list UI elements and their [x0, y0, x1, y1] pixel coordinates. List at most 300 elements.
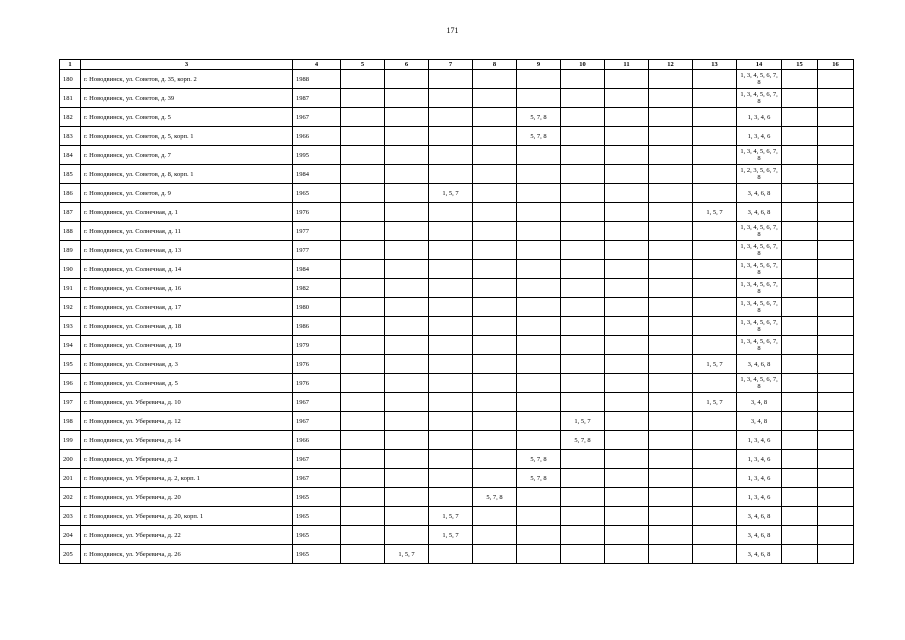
row-number: 192	[60, 298, 81, 317]
col14-cell: 1, 3, 4, 6	[737, 450, 782, 469]
col13-cell	[693, 70, 737, 89]
col6-cell	[385, 450, 429, 469]
col5-cell	[341, 203, 385, 222]
col16-cell	[818, 165, 854, 184]
address-cell: г. Новодвинск, ул. Уберевича, д. 14	[81, 431, 293, 450]
col7-cell	[429, 165, 473, 184]
col11-cell	[605, 184, 649, 203]
col8-cell	[473, 507, 517, 526]
year-cell: 1995	[293, 146, 341, 165]
table-row	[60, 355, 854, 374]
col12-cell	[649, 393, 693, 412]
col9-cell: 5, 7, 8	[517, 469, 561, 488]
table-row	[60, 222, 854, 241]
row-number: 180	[60, 70, 81, 89]
year-cell: 1965	[293, 507, 341, 526]
col8-cell	[473, 355, 517, 374]
col10-cell	[561, 526, 605, 545]
col16-cell	[818, 469, 854, 488]
col5-cell	[341, 184, 385, 203]
year-cell: 1976	[293, 355, 341, 374]
address-cell: г. Новодвинск, ул. Советов, д. 7	[81, 146, 293, 165]
col15-cell	[782, 241, 818, 260]
col12-cell	[649, 146, 693, 165]
col15-cell	[782, 222, 818, 241]
col12-cell	[649, 412, 693, 431]
col9-cell	[517, 545, 561, 564]
col13-cell: 1, 5, 7	[693, 355, 737, 374]
col14-cell: 1, 3, 4, 5, 6, 7, 8	[737, 374, 782, 393]
col8-cell	[473, 279, 517, 298]
col10-cell	[561, 108, 605, 127]
col14-cell: 3, 4, 6, 8	[737, 203, 782, 222]
address-cell: г. Новодвинск, ул. Солнечная, д. 19	[81, 336, 293, 355]
table-row	[60, 165, 854, 184]
col7-cell	[429, 374, 473, 393]
col14-cell: 1, 3, 4, 5, 6, 7, 8	[737, 260, 782, 279]
col11-cell	[605, 279, 649, 298]
col15-cell	[782, 260, 818, 279]
col14-cell: 1, 3, 4, 5, 6, 7, 8	[737, 336, 782, 355]
col12-cell	[649, 545, 693, 564]
col12-cell	[649, 222, 693, 241]
col7-cell	[429, 222, 473, 241]
col13-cell	[693, 127, 737, 146]
col9-cell	[517, 393, 561, 412]
address-cell: г. Новодвинск, ул. Солнечная, д. 17	[81, 298, 293, 317]
col7-cell	[429, 488, 473, 507]
col12-cell	[649, 526, 693, 545]
col6-cell	[385, 488, 429, 507]
column-header-3: 3	[81, 60, 293, 70]
col15-cell	[782, 469, 818, 488]
table-header	[60, 60, 854, 70]
col13-cell	[693, 526, 737, 545]
table-row	[60, 203, 854, 222]
row-number: 196	[60, 374, 81, 393]
col8-cell	[473, 70, 517, 89]
col10-cell	[561, 469, 605, 488]
col11-cell	[605, 108, 649, 127]
table-row	[60, 526, 854, 545]
col5-cell	[341, 279, 385, 298]
col11-cell	[605, 222, 649, 241]
col6-cell	[385, 526, 429, 545]
col6-cell	[385, 336, 429, 355]
col10-cell	[561, 146, 605, 165]
table-row	[60, 336, 854, 355]
year-cell: 1984	[293, 165, 341, 184]
col13-cell	[693, 222, 737, 241]
col5-cell	[341, 222, 385, 241]
row-number: 185	[60, 165, 81, 184]
col13-cell	[693, 89, 737, 108]
col16-cell	[818, 374, 854, 393]
col6-cell	[385, 184, 429, 203]
row-number: 187	[60, 203, 81, 222]
col15-cell	[782, 298, 818, 317]
col9-cell	[517, 222, 561, 241]
col9-cell	[517, 203, 561, 222]
col6-cell	[385, 165, 429, 184]
col14-cell: 1, 3, 4, 5, 6, 7, 8	[737, 317, 782, 336]
row-number: 194	[60, 336, 81, 355]
column-header-5: 5	[341, 60, 385, 70]
col12-cell	[649, 450, 693, 469]
table-row	[60, 184, 854, 203]
col5-cell	[341, 317, 385, 336]
col12-cell	[649, 165, 693, 184]
col15-cell	[782, 450, 818, 469]
col14-cell: 1, 3, 4, 5, 6, 7, 8	[737, 70, 782, 89]
col5-cell	[341, 127, 385, 146]
col5-cell	[341, 507, 385, 526]
col8-cell	[473, 146, 517, 165]
col6-cell	[385, 146, 429, 165]
table-row	[60, 70, 854, 89]
column-header-8: 8	[473, 60, 517, 70]
col6-cell	[385, 374, 429, 393]
col11-cell	[605, 241, 649, 260]
col15-cell	[782, 488, 818, 507]
col9-cell	[517, 336, 561, 355]
col8-cell	[473, 431, 517, 450]
col13-cell	[693, 146, 737, 165]
col5-cell	[341, 108, 385, 127]
col15-cell	[782, 374, 818, 393]
col16-cell	[818, 507, 854, 526]
column-header-4: 4	[293, 60, 341, 70]
col13-cell	[693, 317, 737, 336]
col7-cell	[429, 412, 473, 431]
col8-cell	[473, 165, 517, 184]
col11-cell	[605, 317, 649, 336]
col12-cell	[649, 507, 693, 526]
year-cell: 1979	[293, 336, 341, 355]
col16-cell	[818, 184, 854, 203]
col12-cell	[649, 203, 693, 222]
col13-cell: 1, 5, 7	[693, 203, 737, 222]
col8-cell	[473, 469, 517, 488]
col6-cell	[385, 469, 429, 488]
col16-cell	[818, 450, 854, 469]
col12-cell	[649, 469, 693, 488]
col14-cell: 1, 3, 4, 6	[737, 469, 782, 488]
col14-cell: 1, 2, 3, 5, 6, 7, 8	[737, 165, 782, 184]
col6-cell	[385, 507, 429, 526]
col6-cell: 1, 5, 7	[385, 545, 429, 564]
col10-cell	[561, 317, 605, 336]
col14-cell: 3, 4, 6, 8	[737, 507, 782, 526]
col8-cell	[473, 108, 517, 127]
row-number: 193	[60, 317, 81, 336]
col16-cell	[818, 146, 854, 165]
col6-cell	[385, 355, 429, 374]
year-cell: 1976	[293, 374, 341, 393]
col8-cell	[473, 222, 517, 241]
table-row	[60, 108, 854, 127]
col10-cell	[561, 203, 605, 222]
col16-cell	[818, 260, 854, 279]
col15-cell	[782, 545, 818, 564]
col14-cell: 1, 3, 4, 5, 6, 7, 8	[737, 241, 782, 260]
col7-cell: 1, 5, 7	[429, 184, 473, 203]
col16-cell	[818, 431, 854, 450]
col9-cell	[517, 526, 561, 545]
col5-cell	[341, 488, 385, 507]
address-cell: г. Новодвинск, ул. Солнечная, д. 13	[81, 241, 293, 260]
address-cell: г. Новодвинск, ул. Уберевича, д. 22	[81, 526, 293, 545]
year-cell: 1987	[293, 89, 341, 108]
col6-cell	[385, 70, 429, 89]
table-row	[60, 127, 854, 146]
col11-cell	[605, 545, 649, 564]
col15-cell	[782, 70, 818, 89]
col13-cell	[693, 450, 737, 469]
col14-cell: 3, 4, 8	[737, 412, 782, 431]
col16-cell	[818, 412, 854, 431]
column-header-6: 6	[385, 60, 429, 70]
col10-cell	[561, 374, 605, 393]
col14-cell: 1, 3, 4, 5, 6, 7, 8	[737, 146, 782, 165]
col7-cell	[429, 469, 473, 488]
col12-cell	[649, 279, 693, 298]
col15-cell	[782, 507, 818, 526]
address-cell: г. Новодвинск, ул. Советов, д. 8, корп. 1	[81, 165, 293, 184]
col16-cell	[818, 127, 854, 146]
row-number: 205	[60, 545, 81, 564]
col10-cell	[561, 298, 605, 317]
col12-cell	[649, 298, 693, 317]
col11-cell	[605, 298, 649, 317]
column-header-11: 11	[605, 60, 649, 70]
col16-cell	[818, 488, 854, 507]
row-number: 190	[60, 260, 81, 279]
col16-cell	[818, 241, 854, 260]
address-cell: г. Новодвинск, ул. Уберевича, д. 2	[81, 450, 293, 469]
col14-cell: 1, 3, 4, 6	[737, 431, 782, 450]
table-row	[60, 450, 854, 469]
col9-cell	[517, 412, 561, 431]
col16-cell	[818, 222, 854, 241]
col16-cell	[818, 203, 854, 222]
col7-cell	[429, 89, 473, 108]
col5-cell	[341, 355, 385, 374]
table-row	[60, 241, 854, 260]
col10-cell	[561, 355, 605, 374]
address-cell: г. Новодвинск, ул. Уберевича, д. 20, корп. 1	[81, 507, 293, 526]
address-cell: г. Новодвинск, ул. Советов, д. 9	[81, 184, 293, 203]
col13-cell	[693, 374, 737, 393]
col9-cell	[517, 184, 561, 203]
col5-cell	[341, 545, 385, 564]
col16-cell	[818, 355, 854, 374]
col14-cell: 3, 4, 6, 8	[737, 526, 782, 545]
col8-cell	[473, 526, 517, 545]
col9-cell: 5, 7, 8	[517, 127, 561, 146]
col10-cell	[561, 450, 605, 469]
col12-cell	[649, 241, 693, 260]
col6-cell	[385, 241, 429, 260]
col6-cell	[385, 431, 429, 450]
col11-cell	[605, 165, 649, 184]
year-cell: 1967	[293, 469, 341, 488]
col6-cell	[385, 222, 429, 241]
col8-cell	[473, 260, 517, 279]
address-cell: г. Новодвинск, ул. Уберевича, д. 10	[81, 393, 293, 412]
address-cell: г. Новодвинск, ул. Солнечная, д. 18	[81, 317, 293, 336]
col14-cell: 1, 3, 4, 6	[737, 127, 782, 146]
col7-cell	[429, 336, 473, 355]
address-cell: г. Новодвинск, ул. Советов, д. 35, корп. 2	[81, 70, 293, 89]
col11-cell	[605, 374, 649, 393]
col8-cell	[473, 317, 517, 336]
table-body	[60, 70, 854, 564]
table-row	[60, 412, 854, 431]
col10-cell	[561, 241, 605, 260]
col12-cell	[649, 70, 693, 89]
col15-cell	[782, 203, 818, 222]
col16-cell	[818, 393, 854, 412]
row-number: 195	[60, 355, 81, 374]
col8-cell	[473, 450, 517, 469]
col6-cell	[385, 412, 429, 431]
col12-cell	[649, 184, 693, 203]
row-number: 201	[60, 469, 81, 488]
address-cell: г. Новодвинск, ул. Уберевича, д. 26	[81, 545, 293, 564]
housing-register-table	[59, 59, 854, 564]
col11-cell	[605, 393, 649, 412]
row-number: 202	[60, 488, 81, 507]
address-cell: г. Новодвинск, ул. Уберевича, д. 12	[81, 412, 293, 431]
row-number: 189	[60, 241, 81, 260]
row-number: 182	[60, 108, 81, 127]
year-cell: 1977	[293, 241, 341, 260]
year-cell: 1982	[293, 279, 341, 298]
col11-cell	[605, 355, 649, 374]
col10-cell	[561, 127, 605, 146]
col11-cell	[605, 336, 649, 355]
col6-cell	[385, 279, 429, 298]
col11-cell	[605, 507, 649, 526]
col6-cell	[385, 260, 429, 279]
col9-cell	[517, 298, 561, 317]
column-header-13: 13	[693, 60, 737, 70]
col15-cell	[782, 279, 818, 298]
year-cell: 1986	[293, 317, 341, 336]
col12-cell	[649, 108, 693, 127]
col7-cell	[429, 317, 473, 336]
col5-cell	[341, 431, 385, 450]
col6-cell	[385, 298, 429, 317]
table-row	[60, 469, 854, 488]
col5-cell	[341, 70, 385, 89]
col7-cell	[429, 203, 473, 222]
col15-cell	[782, 108, 818, 127]
col11-cell	[605, 488, 649, 507]
col16-cell	[818, 545, 854, 564]
col7-cell	[429, 108, 473, 127]
address-cell: г. Новодвинск, ул. Советов, д. 5	[81, 108, 293, 127]
col8-cell	[473, 336, 517, 355]
col7-cell	[429, 279, 473, 298]
year-cell: 1976	[293, 203, 341, 222]
col5-cell	[341, 241, 385, 260]
row-number: 200	[60, 450, 81, 469]
page-number: 171	[446, 26, 459, 35]
col13-cell: 1, 5, 7	[693, 393, 737, 412]
col9-cell	[517, 146, 561, 165]
col5-cell	[341, 450, 385, 469]
year-cell: 1966	[293, 431, 341, 450]
col9-cell	[517, 241, 561, 260]
col11-cell	[605, 146, 649, 165]
col5-cell	[341, 260, 385, 279]
col9-cell	[517, 431, 561, 450]
col11-cell	[605, 412, 649, 431]
col14-cell: 3, 4, 6, 8	[737, 355, 782, 374]
table-row	[60, 279, 854, 298]
row-number: 191	[60, 279, 81, 298]
col13-cell	[693, 298, 737, 317]
col10-cell	[561, 393, 605, 412]
col15-cell	[782, 431, 818, 450]
year-cell: 1988	[293, 70, 341, 89]
year-cell: 1967	[293, 108, 341, 127]
col9-cell	[517, 374, 561, 393]
col8-cell: 5, 7, 8	[473, 488, 517, 507]
col15-cell	[782, 89, 818, 108]
col12-cell	[649, 336, 693, 355]
col5-cell	[341, 526, 385, 545]
col7-cell	[429, 241, 473, 260]
row-number: 186	[60, 184, 81, 203]
table-row	[60, 260, 854, 279]
col9-cell	[517, 488, 561, 507]
col14-cell: 3, 4, 6, 8	[737, 184, 782, 203]
year-cell: 1967	[293, 412, 341, 431]
col13-cell	[693, 279, 737, 298]
col16-cell	[818, 108, 854, 127]
col5-cell	[341, 412, 385, 431]
row-number: 184	[60, 146, 81, 165]
col8-cell	[473, 298, 517, 317]
col6-cell	[385, 108, 429, 127]
col13-cell	[693, 545, 737, 564]
address-cell: г. Новодвинск, ул. Советов, д. 39	[81, 89, 293, 108]
col9-cell	[517, 317, 561, 336]
col11-cell	[605, 431, 649, 450]
col5-cell	[341, 146, 385, 165]
column-header-15: 15	[782, 60, 818, 70]
col9-cell: 5, 7, 8	[517, 450, 561, 469]
col10-cell	[561, 89, 605, 108]
col12-cell	[649, 488, 693, 507]
year-cell: 1977	[293, 222, 341, 241]
col7-cell	[429, 127, 473, 146]
col8-cell	[473, 374, 517, 393]
address-cell: г. Новодвинск, ул. Советов, д. 5, корп. 1	[81, 127, 293, 146]
row-number: 204	[60, 526, 81, 545]
col6-cell	[385, 89, 429, 108]
col15-cell	[782, 336, 818, 355]
address-cell: г. Новодвинск, ул. Уберевича, д. 20	[81, 488, 293, 507]
col12-cell	[649, 317, 693, 336]
col7-cell	[429, 431, 473, 450]
col16-cell	[818, 279, 854, 298]
col5-cell	[341, 165, 385, 184]
col10-cell	[561, 336, 605, 355]
